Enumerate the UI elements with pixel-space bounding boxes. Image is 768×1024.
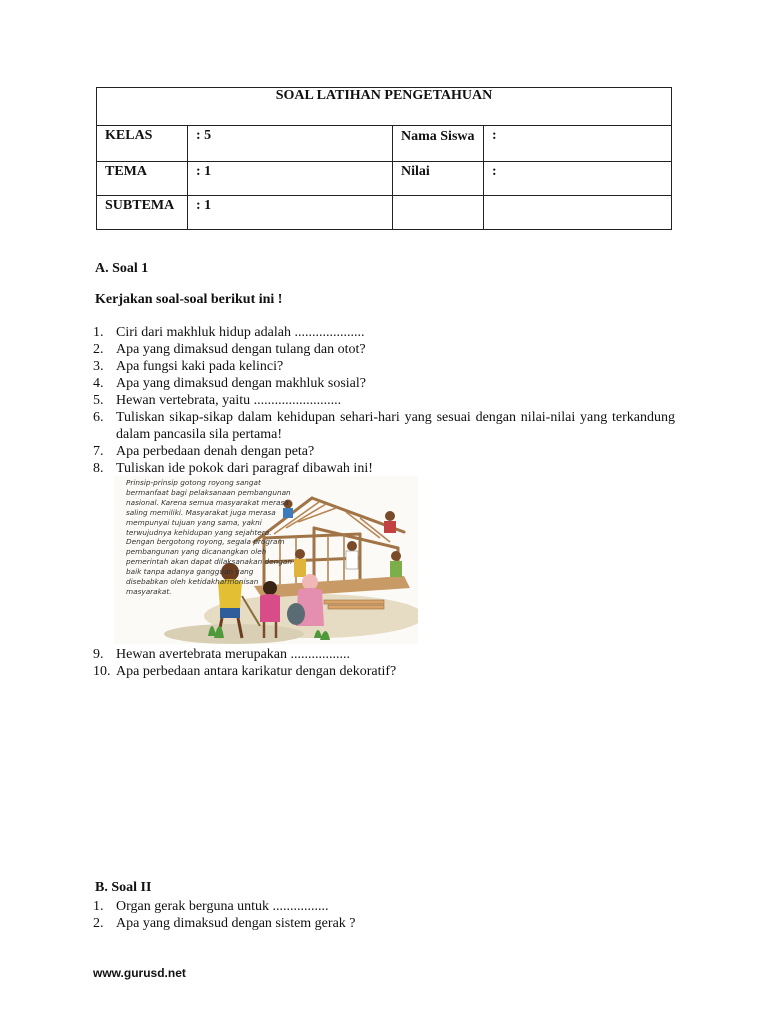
question-number: 10. <box>93 664 111 679</box>
list-item <box>93 392 675 409</box>
tema-label: TEMA <box>97 162 188 196</box>
question-number: 8. <box>93 461 104 476</box>
empty-cell-value <box>484 196 672 230</box>
question-text: Organ gerak berguna untuk ................ <box>116 899 329 914</box>
list-item <box>93 375 675 392</box>
list-item <box>93 646 675 663</box>
header-table <box>96 87 672 230</box>
nama-siswa-value[interactable]: : <box>484 126 672 162</box>
list-item <box>93 358 675 375</box>
question-text: Apa perbedaan denah dengan peta? <box>116 444 315 459</box>
question-text: Apa fungsi kaki pada kelinci? <box>116 359 284 374</box>
question-number: 5. <box>93 393 104 408</box>
subtema-label: SUBTEMA <box>97 196 188 230</box>
question-text: Apa yang dimaksud dengan sistem gerak ? <box>116 916 356 931</box>
subtema-value: : 1 <box>188 196 393 230</box>
list-item <box>93 898 675 915</box>
question-number: 3. <box>93 359 104 374</box>
list-item <box>93 324 675 341</box>
list-item <box>93 443 675 460</box>
header-row-subtema <box>97 196 672 230</box>
section-a-question-list <box>93 324 675 477</box>
nilai-value[interactable]: : <box>484 162 672 196</box>
section-b-heading: B. Soal II <box>95 880 152 895</box>
section-b-question-list <box>93 898 675 932</box>
section-a-heading: A. Soal 1 <box>95 261 149 276</box>
question-text: Apa yang dimaksud dengan tulang dan otot? <box>116 342 366 357</box>
empty-cell-label <box>393 196 484 230</box>
question-number: 9. <box>93 647 104 662</box>
footer-website[interactable]: www.gurusd.net <box>93 966 186 980</box>
question-text: Tuliskan ide pokok dari paragraf dibawah ini! <box>116 461 373 476</box>
question-number: 6. <box>93 410 104 425</box>
list-item <box>93 460 675 477</box>
nama-siswa-label: Nama Siswa <box>393 126 484 162</box>
header-row-tema <box>97 162 672 196</box>
question-text: Hewan vertebrata, yaitu ......................... <box>116 393 342 408</box>
question-number: 4. <box>93 376 104 391</box>
kelas-label: KELAS <box>97 126 188 162</box>
nilai-label: Nilai <box>393 162 484 196</box>
question-text: Hewan avertebrata merupakan ................. <box>116 647 351 662</box>
question-text: Apa perbedaan antara karikatur dengan dekoratif? <box>116 664 397 679</box>
question-text: Tuliskan sikap-sikap dalam kehidupan sehari-hari yang sesuai dengan nilai-nilai yang terkandung dalam pancasila sila pertama! <box>116 410 675 442</box>
section-a-instruction: Kerjakan soal-soal berikut ini ! <box>95 292 283 307</box>
question-number: 1. <box>93 899 104 914</box>
header-row-kelas <box>97 126 672 162</box>
worksheet-title: SOAL LATIHAN PENGETAHUAN <box>97 88 672 126</box>
question-number: 2. <box>93 342 104 357</box>
tema-value: : 1 <box>188 162 393 196</box>
question-number: 7. <box>93 444 104 459</box>
section-a-question-list-continued <box>93 646 675 680</box>
list-item <box>93 663 675 680</box>
kelas-value: : 5 <box>188 126 393 162</box>
question-number: 1. <box>93 325 104 340</box>
list-item <box>93 409 675 443</box>
question-text: Apa yang dimaksud dengan makhluk sosial? <box>116 376 367 391</box>
question-text: Ciri dari makhluk hidup adalah .................... <box>116 325 365 340</box>
list-item <box>93 915 675 932</box>
list-item <box>93 341 675 358</box>
illustration-paragraph: Prinsip-prinsip gotong royong sangat bermanfaat bagi pelaksanaan pembangunan nasional. Karena semua masyarakat merasa saling memiliki. Masyarakat juga merasa mempunyai tujuan yang sama, yakni terwujudnya kehidupan yang sejahtera. Dengan bergotong royong, segala program pembangunan yang dicanangkan oleh pemerintah akan dapat dilaksanakan dengan baik tanpa adanya gangguan yang disebabkan oleh ketidakharmonisan masyarakat. <box>126 478 293 596</box>
question-number: 2. <box>93 916 104 931</box>
